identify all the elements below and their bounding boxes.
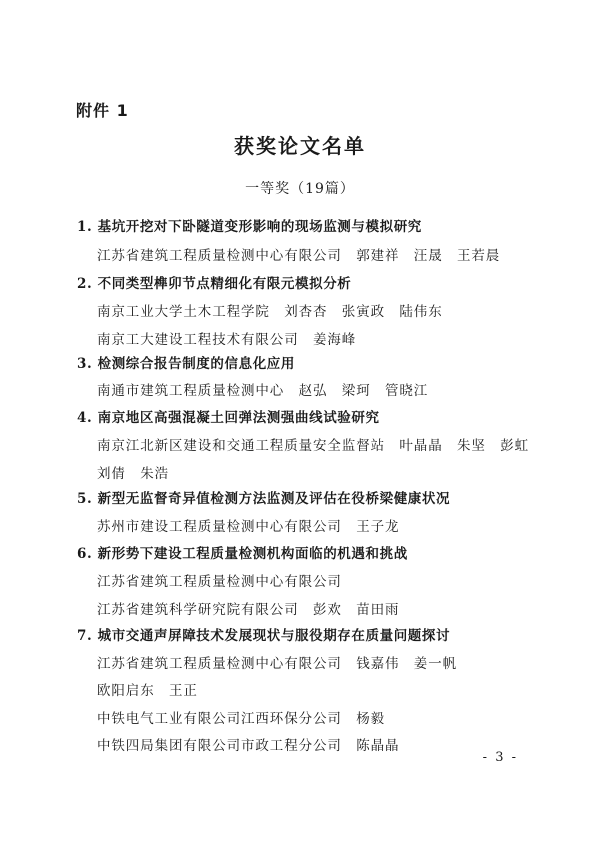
paper-affiliation: 江苏省建筑工程质量检测中心有限公司 郭建祥 汪晟 王若晨 [97, 248, 501, 264]
paper-title: 2. 不同类型榫卯节点精细化有限元模拟分析 [77, 276, 352, 292]
paper-title: 6. 新形势下建设工程质量检测机构面临的机遇和挑战 [77, 546, 408, 562]
award-section-heading: 一等奖（19篇） [245, 181, 355, 197]
paper-affiliation: 江苏省建筑工程质量检测中心有限公司 [97, 574, 342, 590]
attachment-label: 附件 1 [76, 101, 129, 120]
page-number: - 3 - [482, 750, 518, 765]
paper-title: 1. 基坑开挖对下卧隧道变形影响的现场监测与模拟研究 [77, 219, 422, 235]
document-title: 获奖论文名单 [234, 134, 366, 158]
paper-affiliation: 苏州市建设工程质量检测中心有限公司 王子龙 [97, 519, 400, 535]
paper-affiliation: 南京江北新区建设和交通工程质量安全监督站 叶晶晶 朱坚 彭虹 [97, 438, 529, 454]
paper-affiliation: 南通市建筑工程质量检测中心 赵弘 梁珂 管晓江 [97, 383, 429, 399]
paper-affiliation: 江苏省建筑工程质量检测中心有限公司 钱嘉伟 姜一帆 [97, 656, 457, 672]
paper-title: 7. 城市交通声屏障技术发展现状与服役期存在质量问题探讨 [77, 628, 451, 644]
paper-affiliation: 刘倩 朱浩 [97, 466, 169, 482]
paper-affiliation: 南京工业大学土木工程学院 刘杏杏 张寅政 陆伟东 [97, 304, 443, 320]
paper-title: 3. 检测综合报告制度的信息化应用 [77, 356, 295, 372]
paper-affiliation: 中铁电气工业有限公司江西环保分公司 杨毅 [97, 711, 385, 727]
paper-affiliation: 中铁四局集团有限公司市政工程分公司 陈晶晶 [97, 738, 400, 754]
paper-title: 5. 新型无监督奇异值检测方法监测及评估在役桥梁健康状况 [77, 491, 451, 507]
paper-affiliation: 江苏省建筑科学研究院有限公司 彭欢 苗田雨 [97, 602, 400, 618]
paper-affiliation: 欧阳启东 王正 [97, 683, 198, 699]
paper-title: 4. 南京地区高强混凝土回弹法测强曲线试验研究 [77, 410, 380, 426]
paper-affiliation: 南京工大建设工程技术有限公司 姜海峰 [97, 332, 357, 348]
